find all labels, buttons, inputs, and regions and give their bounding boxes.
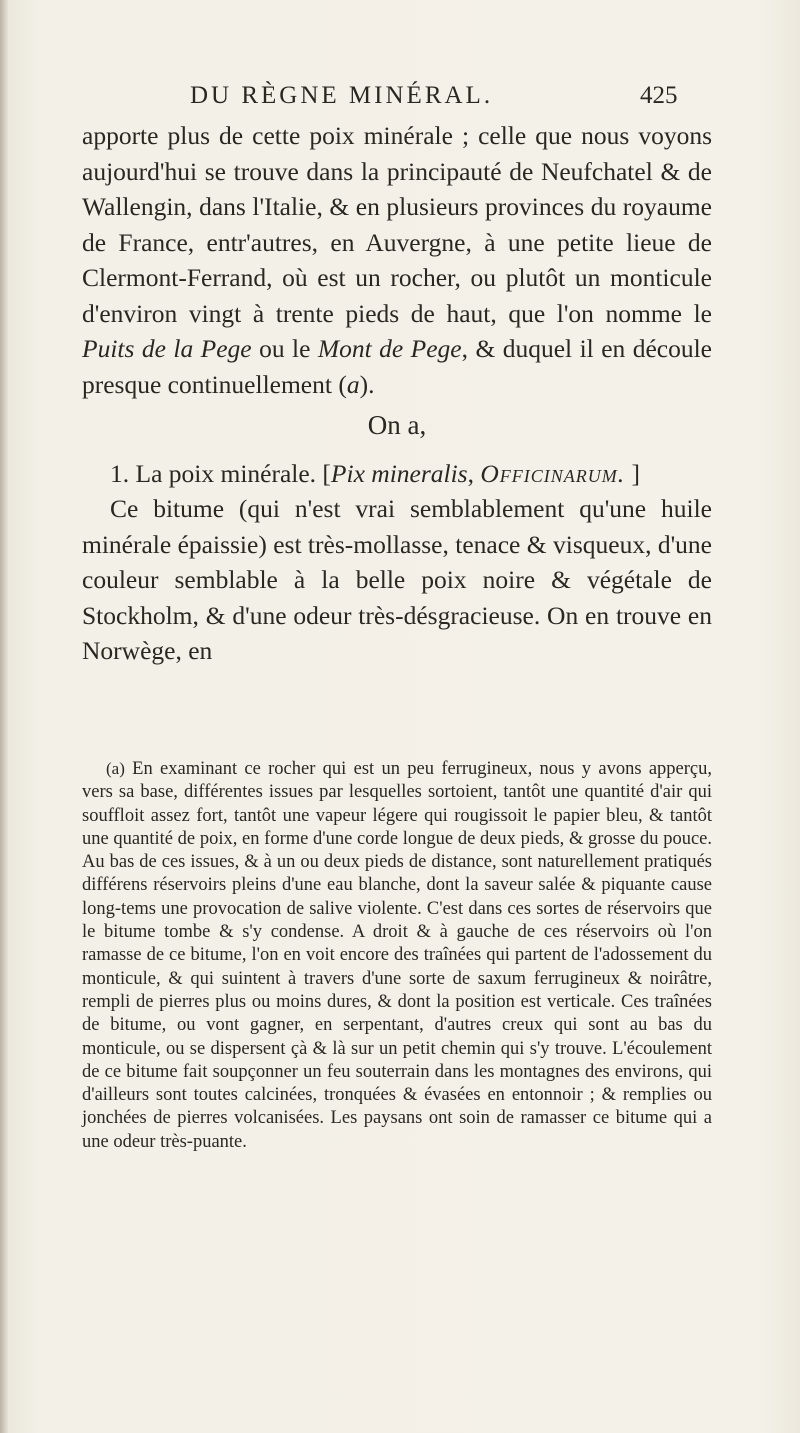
paragraph-2: Ce bitume (qui n'est vrai semblablement qu'une huile minérale épaissie) est très-mollasse, tenace & visqueux, d'une couleur semblable à la belle poix noire & végétale de Stockholm, & d'une odeur très-désgracieuse. On en trouve en Norwège, en (82, 494, 712, 665)
item-comma: , (467, 458, 481, 488)
mont-de-pege: Mont de Pege (317, 334, 462, 363)
item-title (82, 456, 712, 492)
puits-de-la-pege: Puits de la Pege (82, 334, 252, 363)
running-head: DU RÈGNE MINÉRAL. (190, 82, 494, 109)
item-number: 1. La poix minérale. [ (110, 458, 331, 488)
on-a-heading: On a, (367, 410, 427, 440)
footnote-reference: a (346, 369, 360, 399)
page-number: 425 (640, 82, 678, 109)
page-binding-edge (0, 0, 8, 1433)
paragraph-1 (82, 118, 712, 402)
page-header (0, 82, 800, 122)
footnote-text: En examinant ce rocher qui est un peu ferrugineux, nous y avons apperçu, vers sa base, différentes issues par lesquelles sortoient, tantôt une quantité d'air qui souffloit assez fort, tantôt une vapeur légere qui rougissoit le papier bleu, & tantôt une quantité de poix, en forme d'une corde longue de deux pieds, & grosse du pouce. Au bas de ces issues, & à un ou deux pieds de distance, sont naturellement pratiqués différens réservoirs pleins d'une eau blanche, dont la saveur salée & piquante cause long-tems une provocation de salive violente. C'est dans ces sortes de réservoirs que le bitume tombe & s'y condense. A droit & à gauche de ces réservoirs où l'on ramasse de ce bitume, l'on en voit encore des traînées qui partent de l'adossement du monticule, & qui suintent à travers d'une sorte de saxum ferrugineux & noirâtre, rempli de pierres plus ou moins dures, & dont la position est verticale. Ces traînées de bitume, ou vont gagner, en serpentant, d'autres creux qui sont au bas du monticule, ou se dispersent çà & là sur un petit chemin qui s'y trouve. L'écoulement de ce bitume fait soupçonner un feu souterrain dans les montagnes des environs, qui d'ailleurs sont toutes calcinées, tronquées & évasées en entonnoir ; & remplies ou jonchées de pierres volcanisées. Les paysans ont soin de ramasser ce bitume qui a une odeur très-puante. (82, 759, 712, 1152)
footnote (82, 757, 712, 1154)
close-paren: ). (359, 369, 375, 399)
paragraph-1-end: , & duquel il en découle presque continuellement ( (82, 334, 712, 399)
ou-le-text: ou le (251, 334, 318, 363)
paragraph-1-text: apporte plus de cette poix minérale ; celle que nous voyons aujourd'hui se trouve dans la principauté de Neufchatel & de Wallengin, dans l'Italie, & en plusieurs provinces du royaume de France, entr'autres, en Auvergne, à une petite lieue de Clermont-Ferrand, où est un rocher, ou plutôt un monticule d'environ vingt à trente pieds de haut, que l'on nomme le (82, 121, 712, 328)
item-latin-name: Pix mineralis (330, 458, 468, 488)
item-officinarum: Officinarum. (480, 458, 626, 488)
item-close: ] (625, 458, 641, 488)
footnote-marker: (a) (106, 759, 125, 778)
main-text (82, 118, 712, 669)
